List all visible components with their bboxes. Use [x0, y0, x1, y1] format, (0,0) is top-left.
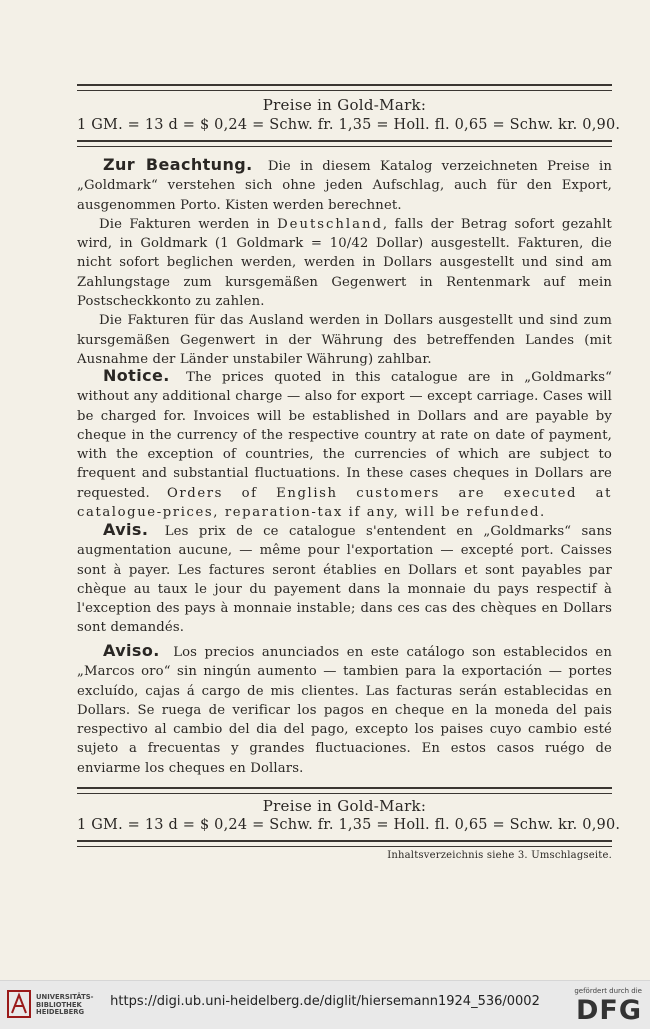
contents-note: Inhaltsverzeichnis siehe 3. Umschlagseite. [387, 850, 612, 861]
english-section [77, 366, 612, 522]
french-section [77, 520, 612, 638]
german-section [77, 155, 612, 369]
english-heading: Notice. [103, 366, 170, 385]
english-spaced-text: Orders of English customers are executed at catalogue-prices, reparation-tax if any, will be refunded. [77, 485, 612, 521]
spanish-heading: Aviso. [103, 641, 160, 660]
spanish-text: Los precios anunciados en este catálogo son establecidos en „Marcos oro“ sin ningún aumento — tambien para la exportación — portes excluído, cajas á cargo de mis clientes. Las facturas serán establecidas en Dollars. Se ruega de verificar los pagos en cheque en la moneda del pais respectivo al cambio del dia del pago, excepto los paises cuyo cambio esté sujeto a frecuentas y grandes fluctuaciones. En estos casos ruégo de enviarme los cheques en Dollars. [77, 645, 613, 776]
german-heading: Zur Beachtung. [103, 155, 253, 174]
source-url-link[interactable]: https://digi.ub.uni-heidelberg.de/diglit/hiersemann1924_536/0002 [110, 994, 540, 1009]
price-box-line-top: 1 GM. = 13 d = $ 0,24 = Schw. fr. 1,35 = Holl. fl. 0,65 = Schw. kr. 0,90. [77, 117, 621, 133]
french-heading: Avis. [103, 520, 149, 539]
french-text: Les prix de ce catalogue s'entendent en „Goldmarks“ sans augmentation aucune, — même pour l'exportation — excepté port. Caisses sont à payer. Les factures seront établies en Dollars et sont payables par chèque au taux le jour du payement dans la monnaie du pays respectif à l'exception des pays à monnaie instable; dans ces cas des chèques en Dollars sont demandés. [77, 524, 612, 636]
funded-by-text: gefördert durch die [574, 987, 642, 995]
german-paragraph-2-start: Die Fakturen werden in [99, 216, 270, 232]
bottom-rule-lower [77, 840, 612, 847]
top-rule-lower [77, 140, 612, 147]
price-box-line-bottom: 1 GM. = 13 d = $ 0,24 = Schw. fr. 1,35 = Holl. fl. 0,65 = Schw. kr. 0,90. [77, 817, 621, 833]
german-paragraph-2-spaced: Deutschland [277, 216, 383, 232]
library-logo-text: UNIVERSITÄTS- BIBLIOTHEK HEIDELBERG [36, 993, 94, 1017]
dfg-logo: DFG [575, 995, 642, 1026]
spanish-section [77, 641, 612, 778]
german-paragraph-1: Die in diesem Katalog verzeichneten Preise in „Goldmark“ verstehen sich ohne jeden Aufschlag, auch für den Export, ausgenommen Porto. Kisten werden berechnet. [77, 159, 613, 213]
top-rule [77, 84, 612, 91]
german-paragraph-2-end: , falls der Betrag sofort gezahlt wird, in Goldmark (1 Goldmark = 10/42 Dollar) ausgestellt. Fakturen, die nicht sofort beglichen werden, werden in Dollars ausgestellt und sind am Zahlungstage zum kursgemäßen Gegenwert in Rentenmark auf mein Postscheckkonto zu zahlen. [77, 216, 612, 310]
footer-bar [0, 980, 650, 1029]
price-box-title-top: Preise in Gold-Mark: [262, 96, 427, 114]
price-box-title-bottom: Preise in Gold-Mark: [262, 797, 427, 815]
english-text: The prices quoted in this catalogue are in „Goldmarks“ without any additional charge — also for export — except carriage. Cases will be charged for. Invoices will be established in Dollars and are payable by cheque in the currency of the respective country at rate on date of payment, with the exception of countries, the currencies of which are subject to frequent and substantial fluctuations. In these cases cheques in Dollars are requested. [77, 370, 613, 501]
german-paragraph-3: Die Fakturen für das Ausland werden in Dollars ausgestellt und sind zum kursgemäßen Gegenwert in der Währung des betreffenden Landes (mit Ausnahme der Länder unstabiler Währung) zahlbar. [77, 313, 612, 367]
bottom-rule [77, 787, 612, 794]
